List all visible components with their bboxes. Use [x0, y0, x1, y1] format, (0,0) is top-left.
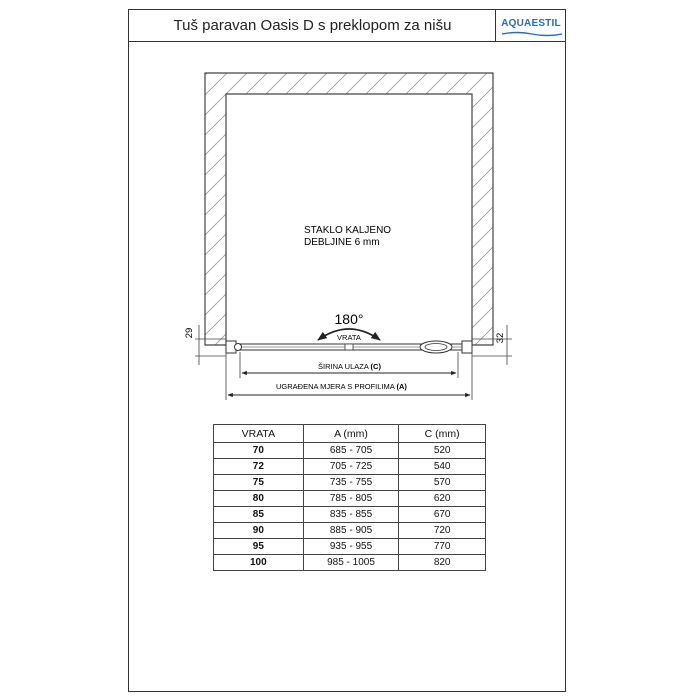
cell-a: 835 - 855 [303, 507, 399, 523]
cell-a: 705 - 725 [303, 459, 399, 475]
cell-vrata: 80 [214, 491, 304, 507]
table-row [214, 443, 486, 459]
cell-a: 785 - 805 [303, 491, 399, 507]
cell-a: 935 - 955 [303, 539, 399, 555]
glass-label-2: DEBLJINE 6 mm [304, 237, 380, 248]
cell-c: 570 [399, 475, 486, 491]
cell-vrata: 90 [214, 523, 304, 539]
cell-c: 620 [399, 491, 486, 507]
cell-c: 820 [399, 555, 486, 571]
hinge-icon [235, 344, 242, 351]
cell-c: 520 [399, 443, 486, 459]
header-a: A (mm) [303, 425, 399, 443]
table-header-row [214, 425, 486, 443]
pivot-icon [345, 344, 353, 350]
cell-vrata: 70 [214, 443, 304, 459]
cell-c: 670 [399, 507, 486, 523]
table-row [214, 507, 486, 523]
cell-c: 720 [399, 523, 486, 539]
cell-vrata: 72 [214, 459, 304, 475]
cell-a: 885 - 905 [303, 523, 399, 539]
right-dim-value: 32 [495, 332, 506, 344]
right-profile [462, 341, 472, 353]
glass-label-1: STAKLO KALJENO [304, 225, 392, 236]
brand-logo: AQUAESTIL [501, 18, 561, 29]
glass-door-panel [226, 341, 472, 353]
header-vrata: VRATA [214, 425, 304, 443]
table-row [214, 491, 486, 507]
cell-c: 770 [399, 539, 486, 555]
cell-a: 985 - 1005 [303, 555, 399, 571]
dim-a-label: UGRAĐENA MJERA S PROFILIMA (A) [276, 382, 407, 391]
entry-width-dimension [240, 352, 458, 378]
cell-vrata: 85 [214, 507, 304, 523]
wall-niche [205, 73, 493, 345]
cell-vrata: 75 [214, 475, 304, 491]
table-row [214, 475, 486, 491]
table-row [214, 539, 486, 555]
dimensions-table [213, 424, 486, 571]
cell-a: 735 - 755 [303, 475, 399, 491]
table-row [214, 555, 486, 571]
cell-vrata: 95 [214, 539, 304, 555]
cell-a: 685 - 705 [303, 443, 399, 459]
rotation-label: 180° [334, 311, 364, 327]
table-row [214, 459, 486, 475]
header-c: C (mm) [399, 425, 486, 443]
door-label: VRATA [337, 333, 361, 342]
page-title: Tuš paravan Oasis D s preklopom za nišu [173, 17, 452, 34]
installed-width-dimension [226, 352, 472, 400]
dim-c-label: ŠIRINA ULAZA (C) [318, 362, 381, 371]
cell-c: 540 [399, 459, 486, 475]
left-dim-value: 29 [184, 327, 195, 339]
cell-vrata: 100 [214, 555, 304, 571]
table-row [214, 523, 486, 539]
